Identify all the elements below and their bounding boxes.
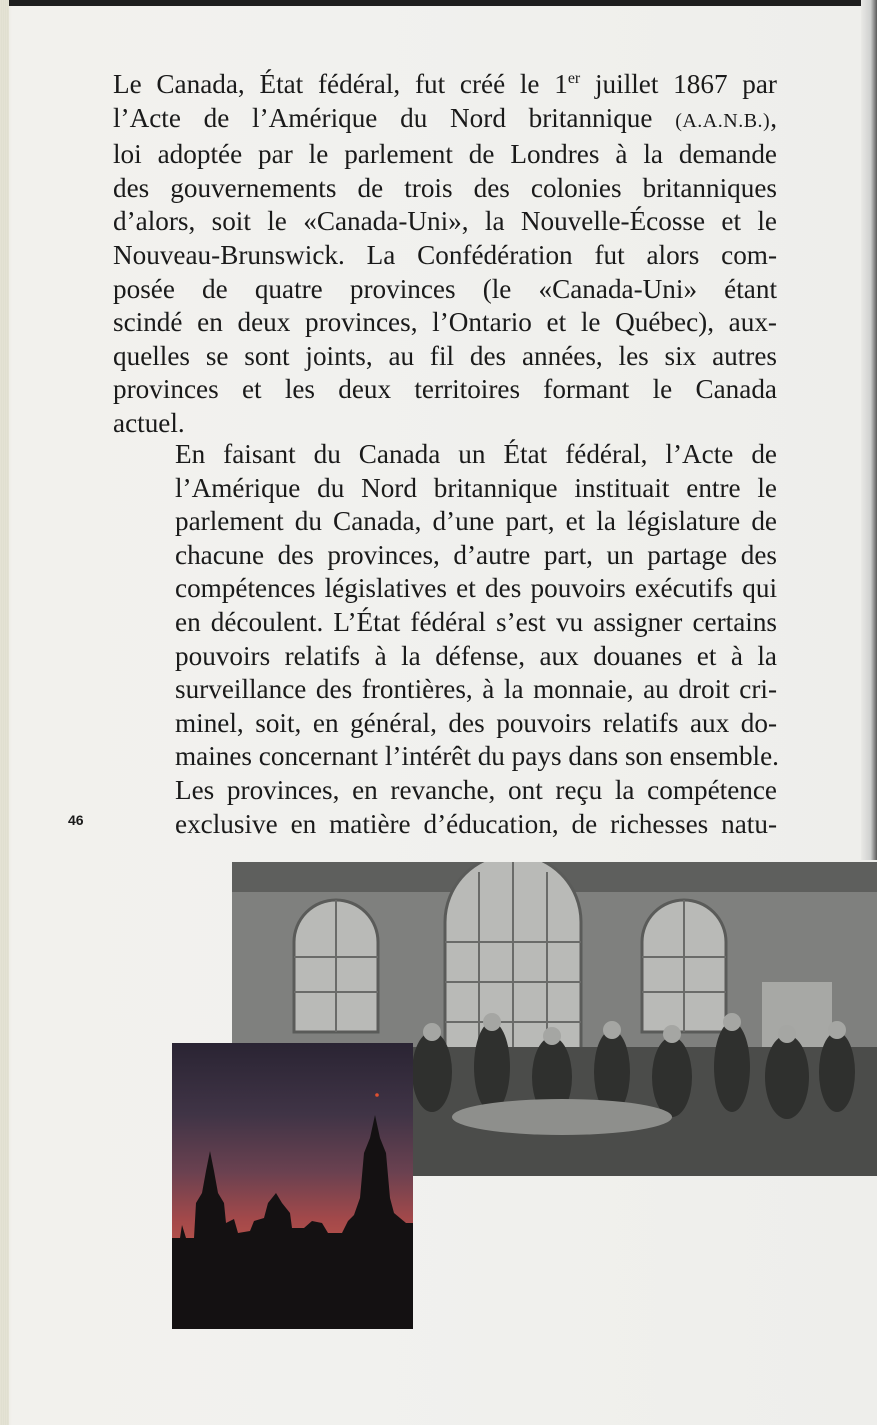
- text-line: loi adoptée par le parlement de Londres à la demande: [113, 139, 777, 170]
- parliament-skyline-image: [172, 1043, 413, 1329]
- text-line: maines concernant l’intérêt du pays dans son ensemble.: [175, 741, 779, 772]
- text-line: quelles se sont joints, au fil des années, les six autres: [113, 340, 777, 371]
- text-line: pouvoirs relatifs à la défense, aux douanes et à la: [175, 640, 777, 671]
- text-line: provinces et les deux territoires formant le Canada: [113, 374, 777, 405]
- text-line: minel, soit, en général, des pouvoirs relatifs aux do-: [175, 707, 777, 738]
- top-edge: [0, 0, 877, 6]
- page-number: 46: [68, 812, 84, 828]
- text-line: surveillance des frontières, à la monnaie, au droit cri-: [175, 674, 777, 705]
- abbreviation: (A.A.N.B.): [675, 109, 771, 132]
- text-line: compétences législatives et des pouvoirs exécutifs qui: [175, 573, 777, 604]
- text-line: l’Amérique du Nord britannique instituait entre le: [175, 472, 777, 503]
- text-line: En faisant du Canada un État fédéral, l’Acte de: [175, 439, 777, 469]
- paragraph-2: [113, 438, 777, 841]
- text-line: scindé en deux provinces, l’Ontario et le Québec), aux-: [113, 307, 777, 338]
- superscript: er: [567, 70, 581, 87]
- text-line: Le Canada, État fédéral, fut créé le 1er juillet 1867 par: [113, 69, 777, 99]
- text-line: parlement du Canada, d’une part, et la législature de: [175, 506, 777, 537]
- text-line: en découlent. L’État fédéral s’est vu assigner certains: [175, 606, 777, 637]
- text-line: actuel.: [113, 407, 185, 438]
- text-line: Les provinces, en revanche, ont reçu la compétence: [175, 774, 777, 805]
- text-line: l’Acte de l’Amérique du Nord britannique (A.A.N.B.),: [113, 102, 777, 133]
- text-line: d’alors, soit le «Canada-Uni», la Nouvelle-Écosse et le: [113, 206, 777, 237]
- page-fore-edge: [861, 0, 877, 860]
- text-line: chacune des provinces, d’autre part, un partage des: [175, 539, 777, 570]
- text-line: Nouveau-Brunswick. La Confédération fut alors com-: [113, 239, 777, 270]
- text-line: exclusive en matière d’éducation, de richesses natu-: [175, 808, 777, 839]
- text-line: posée de quatre provinces (le «Canada-Uni» étant: [113, 273, 777, 304]
- page-stack-edge: [0, 0, 9, 1425]
- text-line: des gouvernements de trois des colonies britanniques: [113, 172, 777, 203]
- paragraph-1: [113, 68, 777, 441]
